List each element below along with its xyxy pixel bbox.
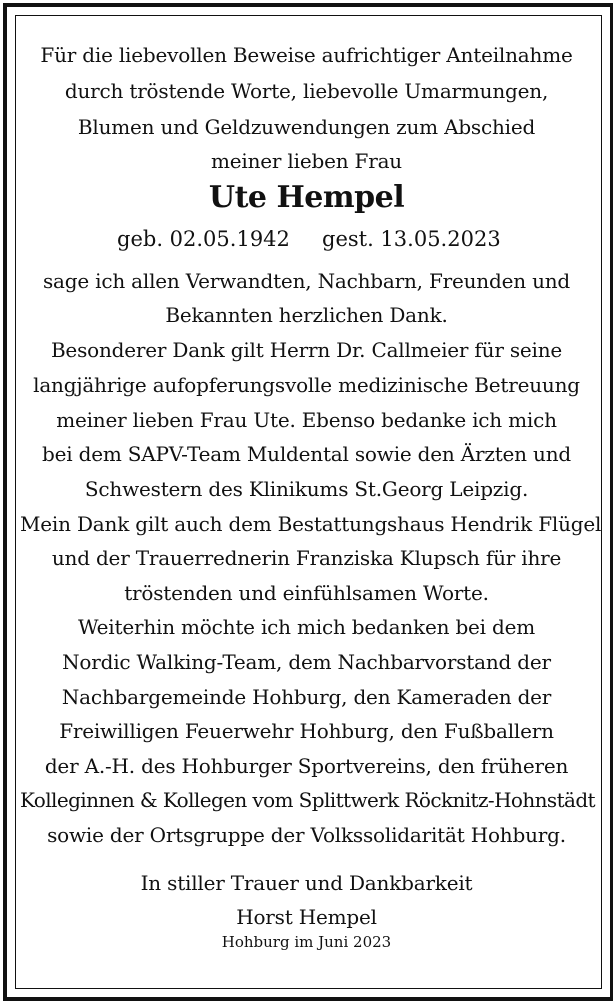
body-line: langjährige aufopferungsvolle medizinische Betreuung: [33, 373, 580, 397]
body-line: Mein Dank gilt auch dem Bestattungshaus Hendrik Flügel: [20, 512, 602, 536]
body-line: sowie der Ortsgruppe der Volkssolidarität Hohburg.: [47, 823, 566, 847]
intro-line: durch tröstende Worte, liebevolle Umarmungen,: [64, 79, 549, 103]
body-line: Kolleginnen & Kollegen vom Splittwerk Röcknitz-Hohnstädt: [20, 788, 595, 812]
closing-line: In stiller Trauer und Dankbarkeit: [140, 871, 473, 895]
body-line: Nachbargemeinde Hohburg, den Kameraden der: [61, 685, 552, 709]
body-line: Freiwilligen Feuerwehr Hohburg, den Fußballern: [59, 719, 554, 743]
body-line: und der Trauerrednerin Franziska Klupsch für ihre: [51, 546, 562, 570]
intro-line: Für die liebevollen Beweise aufrichtiger Anteilnahme: [40, 43, 573, 67]
deceased-name: Ute Hempel: [208, 180, 405, 215]
body-line: meiner lieben Frau Ute. Ebenso bedanke ich mich: [56, 408, 557, 432]
body-line: Weiterhin möchte ich mich bedanken bei dem: [77, 615, 536, 639]
body-line: sage ich allen Verwandten, Nachbarn, Freunden und: [42, 269, 571, 293]
body-line: Besonderer Dank gilt Herrn Dr. Callmeier für seine: [50, 338, 563, 362]
body-line: Bekannten herzlichen Dank.: [165, 303, 448, 327]
body-line: bei dem SAPV-Team Muldental sowie den Ärzten und: [42, 442, 571, 466]
intro-line: meiner lieben Frau: [211, 149, 402, 173]
body-line: der A.-H. des Hohburger Sportvereins, den früheren: [44, 754, 569, 778]
intro-line: Blumen und Geldzuwendungen zum Abschied: [77, 115, 536, 139]
body-line: Nordic Walking-Team, dem Nachbarvorstand der: [62, 650, 551, 674]
body-line: tröstenden und einfühlsamen Worte.: [124, 581, 489, 605]
body-line: Schwestern des Klinikums St.Georg Leipzig.: [84, 477, 529, 501]
place-and-date: Hohburg im Juni 2023: [221, 933, 392, 951]
death-date: gest. 13.05.2023: [322, 227, 501, 251]
signer-name: Horst Hempel: [236, 905, 377, 929]
birth-date: geb. 02.05.1942: [117, 227, 290, 251]
